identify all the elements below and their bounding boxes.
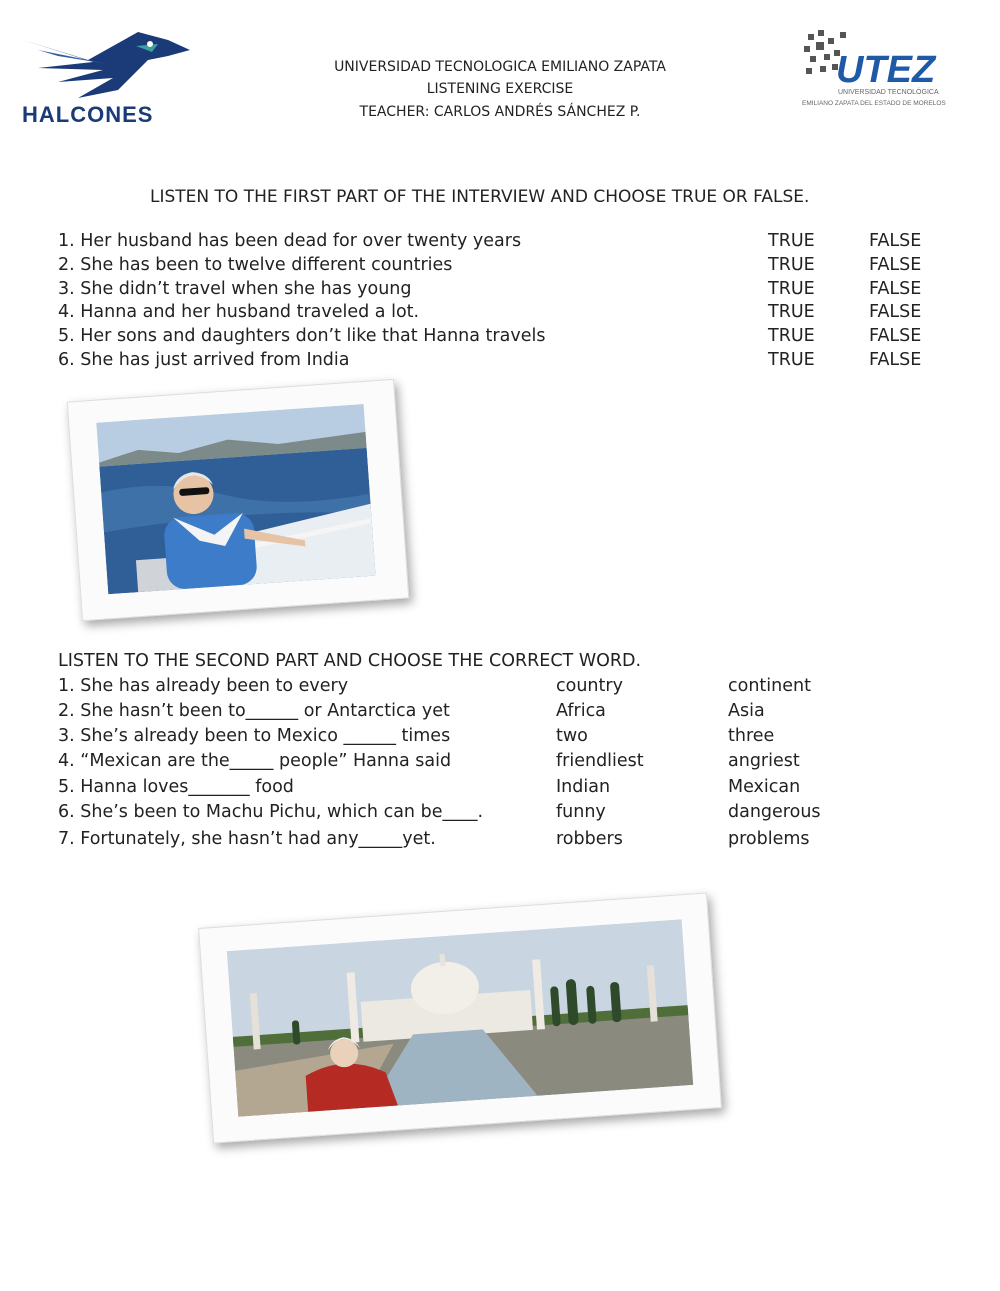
word-choice-row: [58, 829, 958, 851]
word-option-b[interactable]: angriest: [728, 751, 800, 771]
true-option[interactable]: TRUE: [768, 231, 815, 251]
tf-row: [58, 350, 958, 372]
word-option-b[interactable]: Asia: [728, 701, 765, 721]
word-option-b[interactable]: dangerous: [728, 802, 821, 822]
word-question: 4. “Mexican are the_____ people” Hanna said: [58, 751, 452, 771]
word-option-b[interactable]: problems: [728, 829, 810, 849]
tf-question: 3. She didn’t travel when she has young: [58, 279, 412, 299]
word-option-b[interactable]: three: [728, 726, 775, 746]
halcones-logo: [18, 20, 193, 130]
true-option[interactable]: TRUE: [768, 255, 815, 275]
word-choice-row: [58, 751, 958, 773]
true-option[interactable]: TRUE: [768, 279, 815, 299]
part1-instruction: LISTEN TO THE FIRST PART OF THE INTERVIEW AND CHOOSE TRUE OR FALSE.: [150, 187, 810, 207]
false-option[interactable]: FALSE: [869, 255, 922, 275]
word-choice-row: [58, 802, 958, 824]
tf-question: 1. Her husband has been dead for over twenty years: [58, 231, 522, 251]
word-option-a[interactable]: friendliest: [556, 751, 644, 771]
word-option-a[interactable]: country: [556, 676, 623, 696]
header-teacher: TEACHER: CARLOS ANDRÉS SÁNCHEZ P.: [359, 104, 641, 120]
utez-sub1: UNIVERSIDAD TECNOLÓGICA: [838, 89, 939, 96]
utez-logo: [800, 26, 970, 116]
word-question: 5. Hanna loves_______ food: [58, 777, 294, 797]
tf-row: [58, 255, 958, 277]
true-option[interactable]: TRUE: [768, 326, 815, 346]
tf-row: [58, 302, 958, 324]
photo-woman-at-taj-mahal: [227, 919, 693, 1116]
word-option-b[interactable]: continent: [728, 676, 811, 696]
part2-instruction: LISTEN TO THE SECOND PART AND CHOOSE THE CORRECT WORD.: [58, 651, 642, 671]
tf-question: 2. She has been to twelve different countries: [58, 255, 453, 275]
tf-question: 5. Her sons and daughters don’t like that Hanna travels: [58, 326, 546, 346]
utez-wordmark: UTEZ: [836, 49, 936, 91]
word-option-b[interactable]: Mexican: [728, 777, 801, 797]
word-question: 7. Fortunately, she hasn’t had any_____yet.: [58, 829, 436, 849]
word-option-a[interactable]: funny: [556, 802, 606, 822]
header-exercise: LISTENING EXERCISE: [426, 81, 574, 97]
false-option[interactable]: FALSE: [869, 350, 922, 370]
word-question: 2. She hasn’t been to______ or Antarctica yet: [58, 701, 450, 721]
photo-taj-frame: [198, 892, 722, 1143]
word-choice-row: [58, 676, 958, 698]
photo-boat-frame: [67, 379, 410, 621]
word-question: 3. She’s already been to Mexico ______ times: [58, 726, 451, 746]
halcones-wordmark: HALCONES: [22, 102, 154, 127]
tf-question: 6. She has just arrived from India: [58, 350, 350, 370]
photo-woman-on-boat: [96, 404, 375, 594]
false-option[interactable]: FALSE: [869, 279, 922, 299]
false-option[interactable]: FALSE: [869, 302, 922, 322]
word-option-a[interactable]: two: [556, 726, 588, 746]
tf-row: [58, 326, 958, 348]
false-option[interactable]: FALSE: [869, 326, 922, 346]
word-question: 1. She has already been to every: [58, 676, 349, 696]
tf-row: [58, 279, 958, 301]
word-choice-row: [58, 726, 958, 748]
word-option-a[interactable]: Africa: [556, 701, 606, 721]
utez-sub2: EMILIANO ZAPATA DEL ESTADO DE MORELOS: [802, 100, 946, 107]
true-option[interactable]: TRUE: [768, 350, 815, 370]
word-choice-row: [58, 701, 958, 723]
header-university: UNIVERSIDAD TECNOLOGICA EMILIANO ZAPATA: [334, 59, 666, 75]
false-option[interactable]: FALSE: [869, 231, 922, 251]
word-option-a[interactable]: robbers: [556, 829, 623, 849]
tf-question: 4. Hanna and her husband traveled a lot.: [58, 302, 420, 322]
word-question: 6. She’s been to Machu Pichu, which can be____.: [58, 802, 484, 822]
true-option[interactable]: TRUE: [768, 302, 815, 322]
word-option-a[interactable]: Indian: [556, 777, 611, 797]
tf-row: [58, 231, 958, 253]
word-choice-row: [58, 777, 958, 799]
